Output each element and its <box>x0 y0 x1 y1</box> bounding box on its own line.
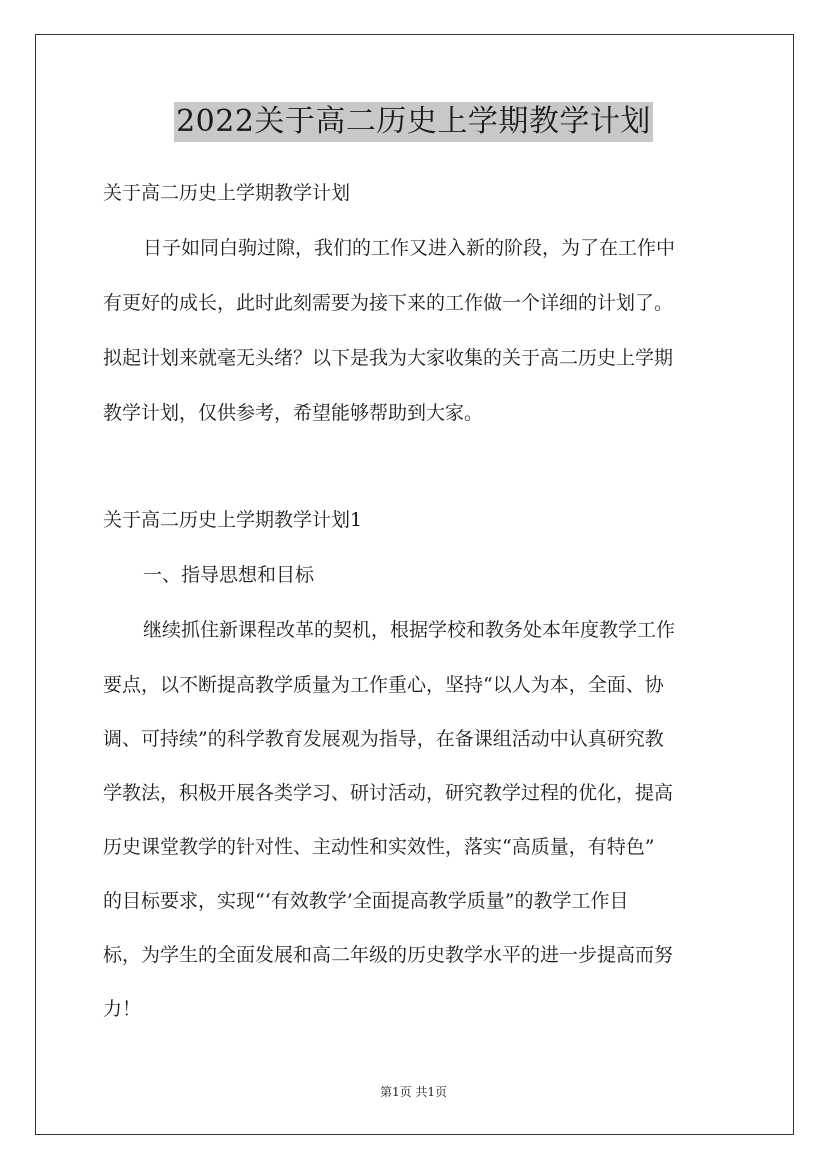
paragraph-line: 继续抓住新课程改革的契机，根据学校和教务处本年度教学工作 <box>143 619 676 641</box>
paragraph-line: 教学计划，仅供参考，希望能够帮助到大家。 <box>103 402 484 424</box>
page-footer: 第1页 共1页 <box>379 1085 448 1099</box>
paragraph-line: 标，为学生的全面发展和高二年级的历史教学水平的进一步提高而努 <box>103 944 674 966</box>
paragraph-line: 学教法，积极开展各类学习、研讨活动，研究教学过程的优化，提高 <box>103 782 674 804</box>
paragraph-line: 的目标要求，实现“‘有效教学’全面提高教学质量”的教学工作目 <box>103 890 629 912</box>
paragraph-line: 力！ <box>103 998 142 1020</box>
paragraph-line: 历史课堂教学的针对性、主动性和实效性，落实“高质量，有特色” <box>103 836 655 858</box>
section-heading: 关于高二历史上学期教学计划1 <box>103 509 363 531</box>
paragraph-line: 日子如同白驹过隙，我们的工作又进入新的阶段，为了在工作中 <box>143 237 676 259</box>
paragraph-line: 调、可持续”的科学教育发展观为指导，在备课组活动中认真研究教 <box>103 728 664 750</box>
title-container <box>0 102 827 142</box>
paragraph-line: 有更好的成长，此时此刻需要为接下来的工作做一个详细的计划了。 <box>103 292 674 314</box>
document-title: 2022关于高二历史上学期教学计划 <box>174 102 653 142</box>
paragraph-line: 拟起计划来就毫无头绪？以下是我为大家收集的关于高二历史上学期 <box>103 347 674 369</box>
subsection-heading: 一、指导思想和目标 <box>143 564 315 586</box>
section-heading: 关于高二历史上学期教学计划 <box>103 182 351 204</box>
paragraph-line: 要点，以不断提高教学质量为工作重心，坚持“以人为本，全面、协 <box>103 674 664 696</box>
